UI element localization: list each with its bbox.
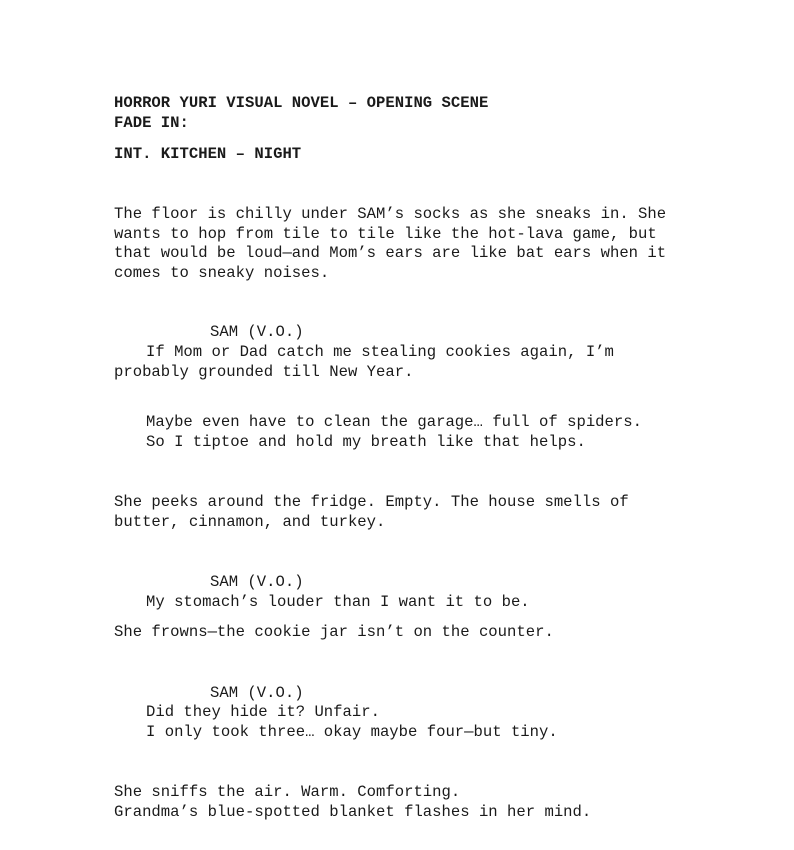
dialogue-line: Maybe even have to clean the garage… full of spiders. — [146, 413, 642, 431]
action-line: She sniffs the air. Warm. Comforting. — [114, 783, 461, 801]
scene-heading: INT. KITCHEN – NIGHT — [114, 145, 302, 163]
dialogue-line: I only took three… okay maybe four—but tiny. — [146, 723, 558, 741]
character-cue: SAM (V.O.) — [210, 573, 304, 591]
dialogue-line: My stomach’s louder than I want it to be. — [146, 593, 530, 611]
dialogue-line: If Mom or Dad catch me stealing cookies again, I’m — [146, 343, 614, 361]
dialogue-line: probably grounded till New Year. — [114, 363, 414, 381]
action-line: butter, cinnamon, and turkey. — [114, 513, 386, 531]
dialogue-line: Did they hide it? Unfair. — [146, 703, 380, 721]
action-line: Grandma’s blue-spotted blanket flashes in her mind. — [114, 803, 592, 821]
character-cue: SAM (V.O.) — [210, 684, 304, 702]
transition: FADE IN: — [114, 114, 189, 132]
document-title: HORROR YURI VISUAL NOVEL – OPENING SCENE — [114, 94, 489, 112]
dialogue-line: So I tiptoe and hold my breath like that helps. — [146, 433, 586, 451]
action-line: comes to sneaky noises. — [114, 264, 330, 282]
action-line: that would be loud—and Mom’s ears are like bat ears when it — [114, 244, 667, 262]
action-line: wants to hop from tile to tile like the hot-lava game, but — [114, 225, 657, 243]
action-line: She peeks around the fridge. Empty. The house smells of — [114, 493, 629, 511]
action-line: The floor is chilly under SAM’s socks as she sneaks in. She — [114, 205, 667, 223]
action-line: She frowns—the cookie jar isn’t on the counter. — [114, 623, 554, 641]
character-cue: SAM (V.O.) — [210, 323, 304, 341]
